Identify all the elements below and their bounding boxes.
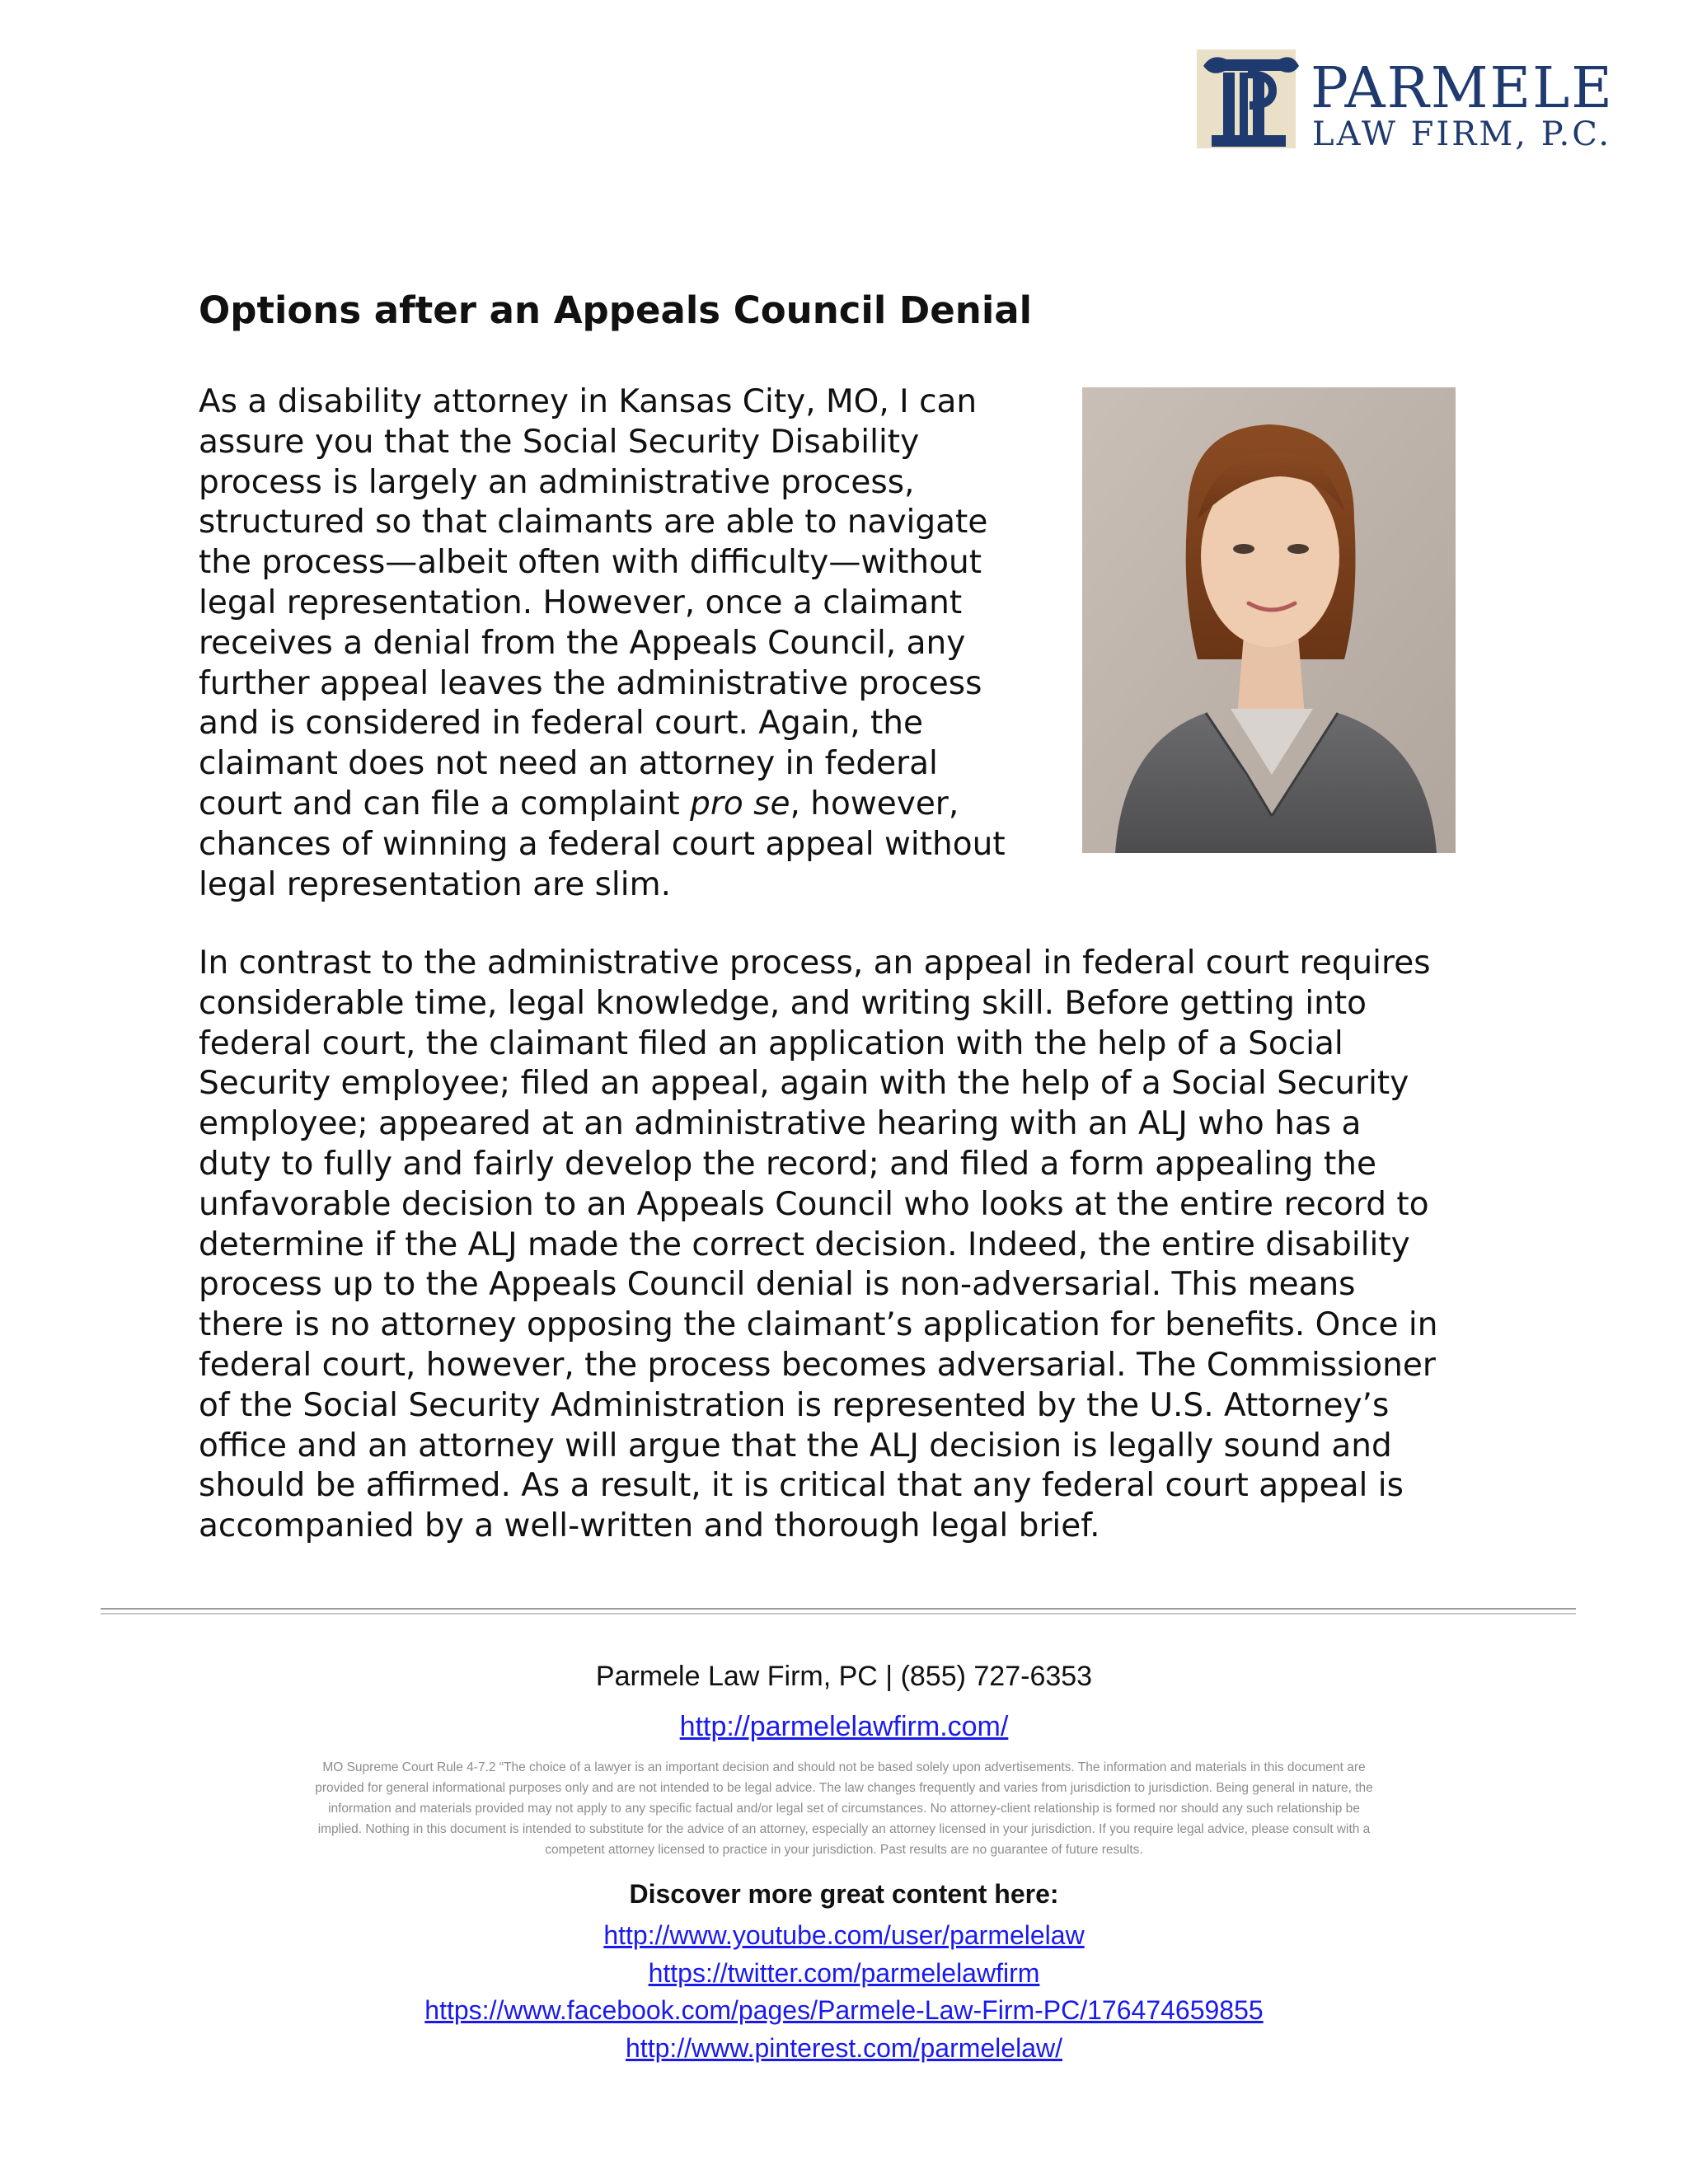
text-line: process up to the Appeals Council denial is non-adversarial. This means <box>199 1266 1356 1304</box>
disclaimer-line: MO Supreme Court Rule 4-7.2 “The choice of a lawyer is an important decision and should not be based solely upon advertisements. The information and materials in this document are <box>322 1760 1366 1774</box>
text-line: considerable time, legal knowledge, and writing skill. Before getting into <box>199 984 1367 1022</box>
italic-term: pro se <box>690 785 790 823</box>
attorney-portrait <box>1082 387 1456 853</box>
column-icon <box>1187 41 1311 165</box>
intro-paragraph <box>199 382 1056 905</box>
text-segment: court and can file a complaint <box>199 785 691 823</box>
text-line: employee; appeared at an administrative hearing with an ALJ who has a <box>199 1105 1362 1143</box>
text-line: assure you that the Social Security Disability <box>199 423 920 461</box>
footer-website <box>0 1711 1688 1743</box>
footer-contact: Parmele Law Firm, PC | (855) 727-6353 <box>595 1661 1093 1692</box>
legal-disclaimer <box>198 1757 1490 1860</box>
text-line: accompanied by a well-written and thorough legal brief. <box>199 1507 1100 1545</box>
footer-divider <box>101 1608 1576 1615</box>
text-line: unfavorable decision to an Appeals Council who looks at the entire record to <box>199 1185 1429 1223</box>
logo-subtitle: LAW FIRM, P.C. <box>1312 115 1612 153</box>
disclaimer-line: information and materials provided may not apply to any specific factual and/or legal set of circumstances. No attorney-client relationship is formed nor should any such relationship be <box>328 1802 1360 1816</box>
text-line: claimant does not need an attorney in federal <box>199 745 938 783</box>
text-line: In contrast to the administrative process, an appeal in federal court requires <box>199 944 1431 982</box>
firm-logo <box>1187 41 1615 173</box>
text-line: duty to fully and fairly develop the record; and filed a form appealing the <box>199 1145 1376 1183</box>
more-content-heading: Discover more great content here: <box>629 1879 1059 1909</box>
text-line: office and an attorney will argue that the ALJ decision is legally sound and <box>199 1427 1392 1465</box>
text-line: should be affirmed. As a result, it is critical that any federal court appeal is <box>199 1467 1404 1505</box>
text-line: the process—albeit often with difficulty—without <box>199 544 982 582</box>
social-links <box>0 1917 1688 2067</box>
disclaimer-line: provided for general informational purposes only and are not intended to be legal advice. The law changes frequently and varies from jurisdiction to jurisdiction. Being general in nature, the <box>315 1781 1373 1795</box>
pinterest-link[interactable]: http://www.pinterest.com/parmelelaw/ <box>626 2032 1062 2063</box>
body-paragraph <box>199 944 1534 1547</box>
text-line: As a disability attorney in Kansas City, MO, I can <box>199 383 978 420</box>
text-line: legal representation are slim. <box>199 865 671 903</box>
text-line: structured so that claimants are able to navigate <box>199 504 988 541</box>
text-line: receives a denial from the Appeals Council, any <box>199 624 966 662</box>
text-line: chances of winning a federal court appeal without <box>199 825 1006 863</box>
text-segment: , however, <box>790 785 959 823</box>
text-line <box>199 785 1056 825</box>
text-line: determine if the ALJ made the correct decision. Indeed, the entire disability <box>199 1226 1410 1263</box>
text-line: further appeal leaves the administrative process <box>199 664 982 702</box>
facebook-link[interactable]: https://www.facebook.com/pages/Parmele-Law-Firm-PC/176474659855 <box>424 1995 1264 2025</box>
text-line: legal representation. However, once a claimant <box>199 583 963 621</box>
text-line: and is considered in federal court. Again, the <box>199 705 923 743</box>
article-title: Options after an Appeals Council Denial <box>199 288 1033 332</box>
text-line: Security employee; filed an appeal, again with the help of a Social Security <box>199 1065 1409 1103</box>
disclaimer-line: competent attorney licensed to practice in your jurisdiction. Past results are no guarantee of future results. <box>545 1843 1143 1857</box>
text-line: process is largely an administrative process, <box>199 463 915 501</box>
twitter-link[interactable]: https://twitter.com/parmelelawfirm <box>648 1957 1040 1988</box>
youtube-link[interactable]: http://www.youtube.com/user/parmelelaw <box>603 1920 1085 1950</box>
disclaimer-line: implied. Nothing in this document is intended to substitute for the advice of an attorney, especially an attorney licensed in your jurisdiction. If you require legal advice, please consult with a <box>317 1822 1371 1836</box>
text-line: federal court, the claimant filed an application with the help of a Social <box>199 1024 1343 1062</box>
text-line: federal court, however, the process becomes adversarial. The Commissioner <box>199 1346 1436 1384</box>
text-line: there is no attorney opposing the claimant’s application for benefits. Once in <box>199 1306 1438 1344</box>
logo-name: PARMELE <box>1311 56 1614 121</box>
text-line: of the Social Security Administration is represented by the U.S. Attorney’s <box>199 1386 1390 1424</box>
website-link[interactable]: http://parmelelawfirm.com/ <box>679 1711 1009 1742</box>
